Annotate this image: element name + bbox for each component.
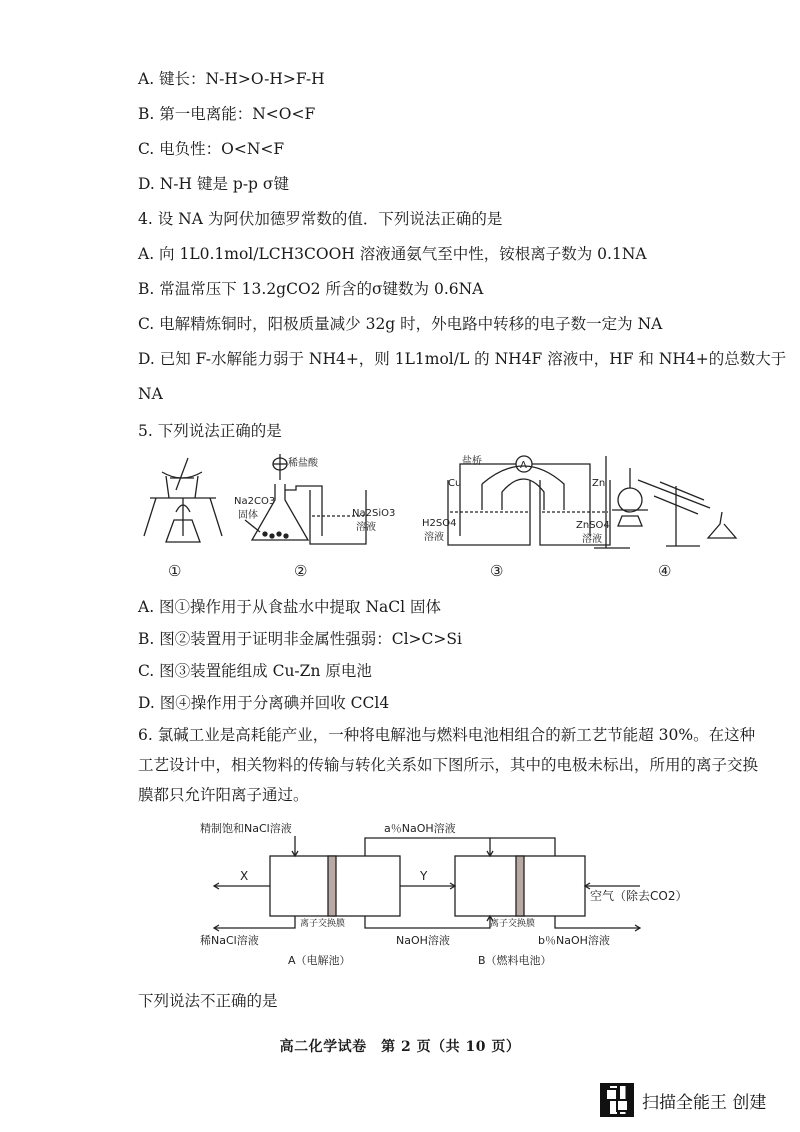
q5-apparatus-figure xyxy=(130,450,770,585)
q4-option-c: C. 电解精炼铜时，阳极质量减少 32g 时，外电路中转移的电子数一定为 NA xyxy=(138,315,663,333)
q5-option-b: B. 图②装置用于证明非金属性强弱：Cl>C>Si xyxy=(138,630,462,648)
q5-option-c: C. 图③装置能组成 Cu-Zn 原电池 xyxy=(138,662,372,680)
q4-option-a: A. 向 1L0.1mol/LCH3COOH 溶液通氨气至中性，铵根离子数为 0.1NA xyxy=(138,245,647,263)
label-cell-b: B（燃料电池） xyxy=(478,954,552,967)
label-dilute-hcl: 稀盐酸 xyxy=(288,458,318,469)
q4-option-d-line2: NA xyxy=(138,385,163,403)
page-footer: 高二化学试卷 第 2 页（共 10 页） xyxy=(279,1039,521,1055)
q5-option-a: A. 图①操作用于从食盐水中提取 NaCl 固体 xyxy=(138,598,442,616)
q4-option-b: B. 常温常压下 13.2gCO2 所含的σ键数为 0.6NA xyxy=(138,280,484,298)
figure-number-3: ③ xyxy=(490,562,504,580)
q6-tail: 下列说法不正确的是 xyxy=(138,992,278,1010)
label-dilute-nacl: 稀NaCl溶液 xyxy=(200,934,259,947)
q4-option-d-line1: D. 已知 F-水解能力弱于 NH4+，则 1L1mol/L 的 NH4F 溶液中，HF 和 NH4+的总数大于 xyxy=(138,350,787,368)
label-zn: Zn xyxy=(592,478,606,489)
label-membrane-b: 离子交换膜 xyxy=(490,919,536,929)
label-h2so4-solution: 溶液 xyxy=(424,532,444,543)
label-naoh-a: a％NaOH溶液 xyxy=(384,822,456,835)
label-membrane-a: 离子交换膜 xyxy=(300,919,346,929)
label-cu: Cu xyxy=(448,478,462,489)
label-y: Y xyxy=(420,869,428,883)
q3-option-c: C. 电负性：O<N<F xyxy=(138,140,285,158)
label-air: 空气（除去CO2） xyxy=(590,889,688,903)
label-znso4: ZnSO4 xyxy=(576,520,610,531)
figure-number-4: ④ xyxy=(658,562,672,580)
galvanic-cell-apparatus-icon xyxy=(448,456,610,545)
q4-stem: 4. 设 NA 为阿伏加德罗常数的值．下列说法正确的是 xyxy=(138,210,503,228)
label-naoh-solution: NaOH溶液 xyxy=(396,934,450,947)
scanner-watermark xyxy=(600,1080,780,1120)
label-znso4-solution: 溶液 xyxy=(582,534,602,545)
label-naoh-b: b％NaOH溶液 xyxy=(538,934,610,947)
q5-stem: 5. 下列说法正确的是 xyxy=(138,422,282,440)
scanner-label: 扫描全能王 创建 xyxy=(642,1092,767,1113)
q6-stem: 6. 氯碱工业是高耗能产业，一种将电解池与燃料电池相组合的新工艺节能超 30%。在这种工艺设计中，相关物料的传输与转化关系如下图所示，其中的电极未标出，所用的离子交换膜都只允许阳离子通过。 xyxy=(138,726,759,804)
distillation-apparatus-icon xyxy=(594,456,736,548)
label-na2co3: Na2CO3 xyxy=(234,496,276,507)
chlor-alkali-diagram xyxy=(200,818,720,978)
label-na2sio3: Na2SiO3 xyxy=(352,508,396,519)
label-ammeter: A xyxy=(520,460,527,471)
label-solid: 固体 xyxy=(238,510,258,521)
evaporation-apparatus-icon xyxy=(144,458,222,542)
label-h2so4: H2SO4 xyxy=(422,518,457,529)
label-x: X xyxy=(240,869,249,883)
label-brine-input: 精制饱和NaCl溶液 xyxy=(200,822,292,835)
q3-option-b: B. 第一电离能：N<O<F xyxy=(138,105,316,123)
q3-option-a: A. 键长：N-H>O-H>F-H xyxy=(138,70,325,88)
label-na2sio3-solution: 溶液 xyxy=(356,522,376,533)
label-cell-a: A（电解池） xyxy=(288,954,351,967)
q5-option-d: D. 图④操作用于分离碘并回收 CCl4 xyxy=(138,694,390,712)
figure-number-2: ② xyxy=(294,562,308,580)
qr-code-icon xyxy=(600,1083,634,1117)
figure-number-1: ① xyxy=(168,562,182,580)
q3-option-d: D. N-H 键是 p-p σ键 xyxy=(138,175,289,193)
label-salt-bridge: 盐桥 xyxy=(462,456,482,467)
